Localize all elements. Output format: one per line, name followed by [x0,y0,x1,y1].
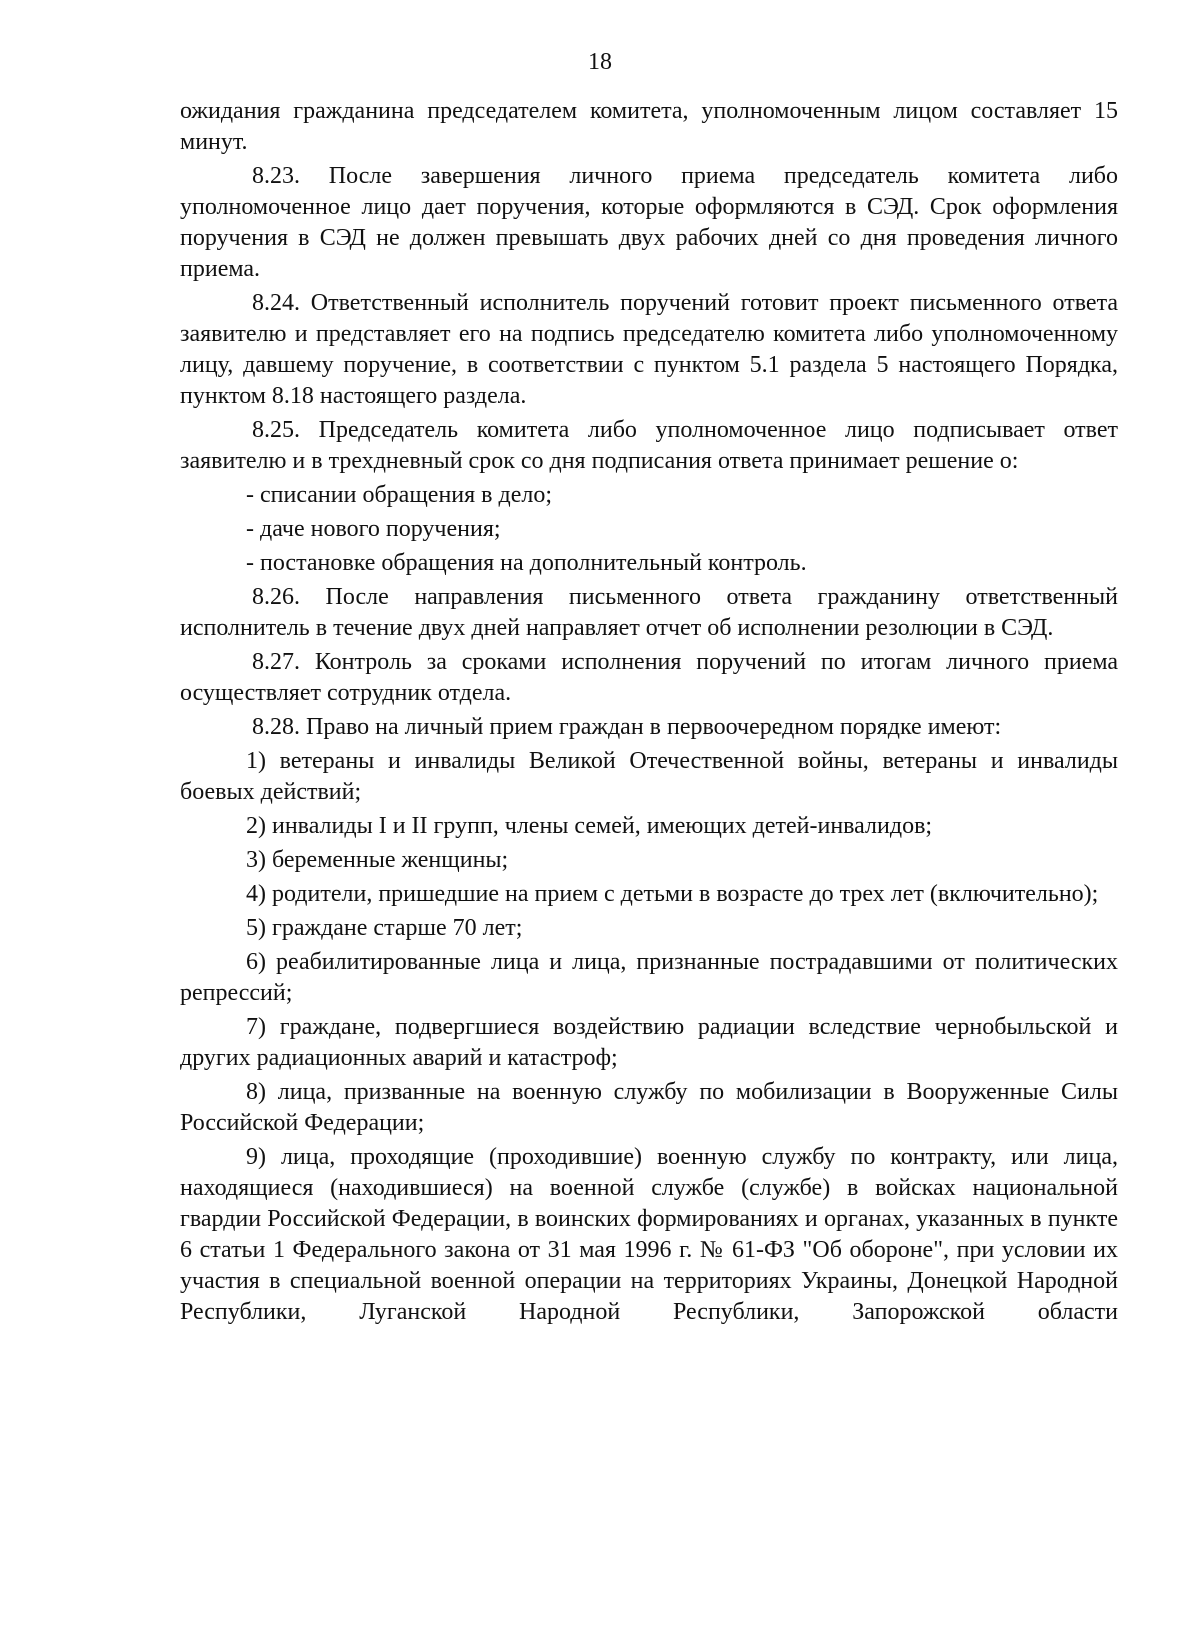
list-item-6: 6) реабилитированные лица и лица, признанные пострадавшими от политических репрессий; [180,949,1118,1006]
paragraph-8-25: 8.25. Председатель комитета либо уполномоченное лицо подписывает ответ заявителю и в трехдневный срок со дня подписания ответа принимает решение о: [180,417,1118,474]
paragraph-8-23: 8.23. После завершения личного приема председатель комитета либо уполномоченное лицо дает поручения, которые оформляются в СЭД. Срок оформления поручения в СЭД не должен превышать двух рабочих дней со дня проведения личного приема. [180,163,1118,282]
list-item-5: 5) граждане старше 70 лет; [246,915,523,941]
list-item-8: 8) лица, призванные на военную службу по мобилизации в Вооруженные Силы Российской Федерации; [180,1079,1118,1136]
list-item-9: 9) лица, проходящие (проходившие) военную службу по контракту, или лица, находящиеся (находившиеся) на военной службе (службе) в войсках национальной гвардии Российской Федерации, в воинских формированиях и органах, указанных в пункте 6 статьи 1 Федерального закона от 31 мая 1996 г. № 61-ФЗ "Об обороне", при условии их участия в специальной военной операции на территориях Украины, Донецкой Народной Республики, Луганской Народной Республики, Запорожской области [180,1144,1118,1325]
list-item-dash-2: - даче нового поручения; [246,516,501,542]
list-item-2: 2) инвалиды I и II групп, члены семей, имеющих детей-инвалидов; [246,813,933,839]
list-item-3: 3) беременные женщины; [246,847,509,873]
list-item-dash-1: - списании обращения в дело; [246,482,553,508]
paragraph-8-24: 8.24. Ответственный исполнитель поручений готовит проект письменного ответа заявителю и представляет его на подпись председателю комитета либо уполномоченному лицу, давшему поручение, в соответствии с пунктом 5.1 раздела 5 настоящего Порядка, пунктом 8.18 настоящего раздела. [180,290,1118,409]
paragraph-8-28: 8.28. Право на личный прием граждан в первоочередном порядке имеют: [252,714,1002,740]
document-body [180,96,1118,1331]
paragraph-continuation: ожидания гражданина председателем комитета, уполномоченным лицом составляет 15 минут. [180,98,1118,155]
paragraph-8-27: 8.27. Контроль за сроками исполнения поручений по итогам личного приема осуществляет сотрудник отдела. [180,649,1118,706]
list-item-7: 7) граждане, подвергшиеся воздействию радиации вследствие чернобыльской и других радиационных аварий и катастроф; [180,1014,1118,1071]
list-item-1: 1) ветераны и инвалиды Великой Отечественной войны, ветераны и инвалиды боевых действий; [180,748,1118,805]
page-number: 18 [588,49,612,75]
list-item-4: 4) родители, пришедшие на прием с детьми в возрасте до трех лет (включительно); [246,881,1099,907]
paragraph-8-26: 8.26. После направления письменного ответа гражданину ответственный исполнитель в течение двух дней направляет отчет об исполнении резолюции в СЭД. [180,584,1118,641]
list-item-dash-3: - постановке обращения на дополнительный контроль. [246,550,807,576]
